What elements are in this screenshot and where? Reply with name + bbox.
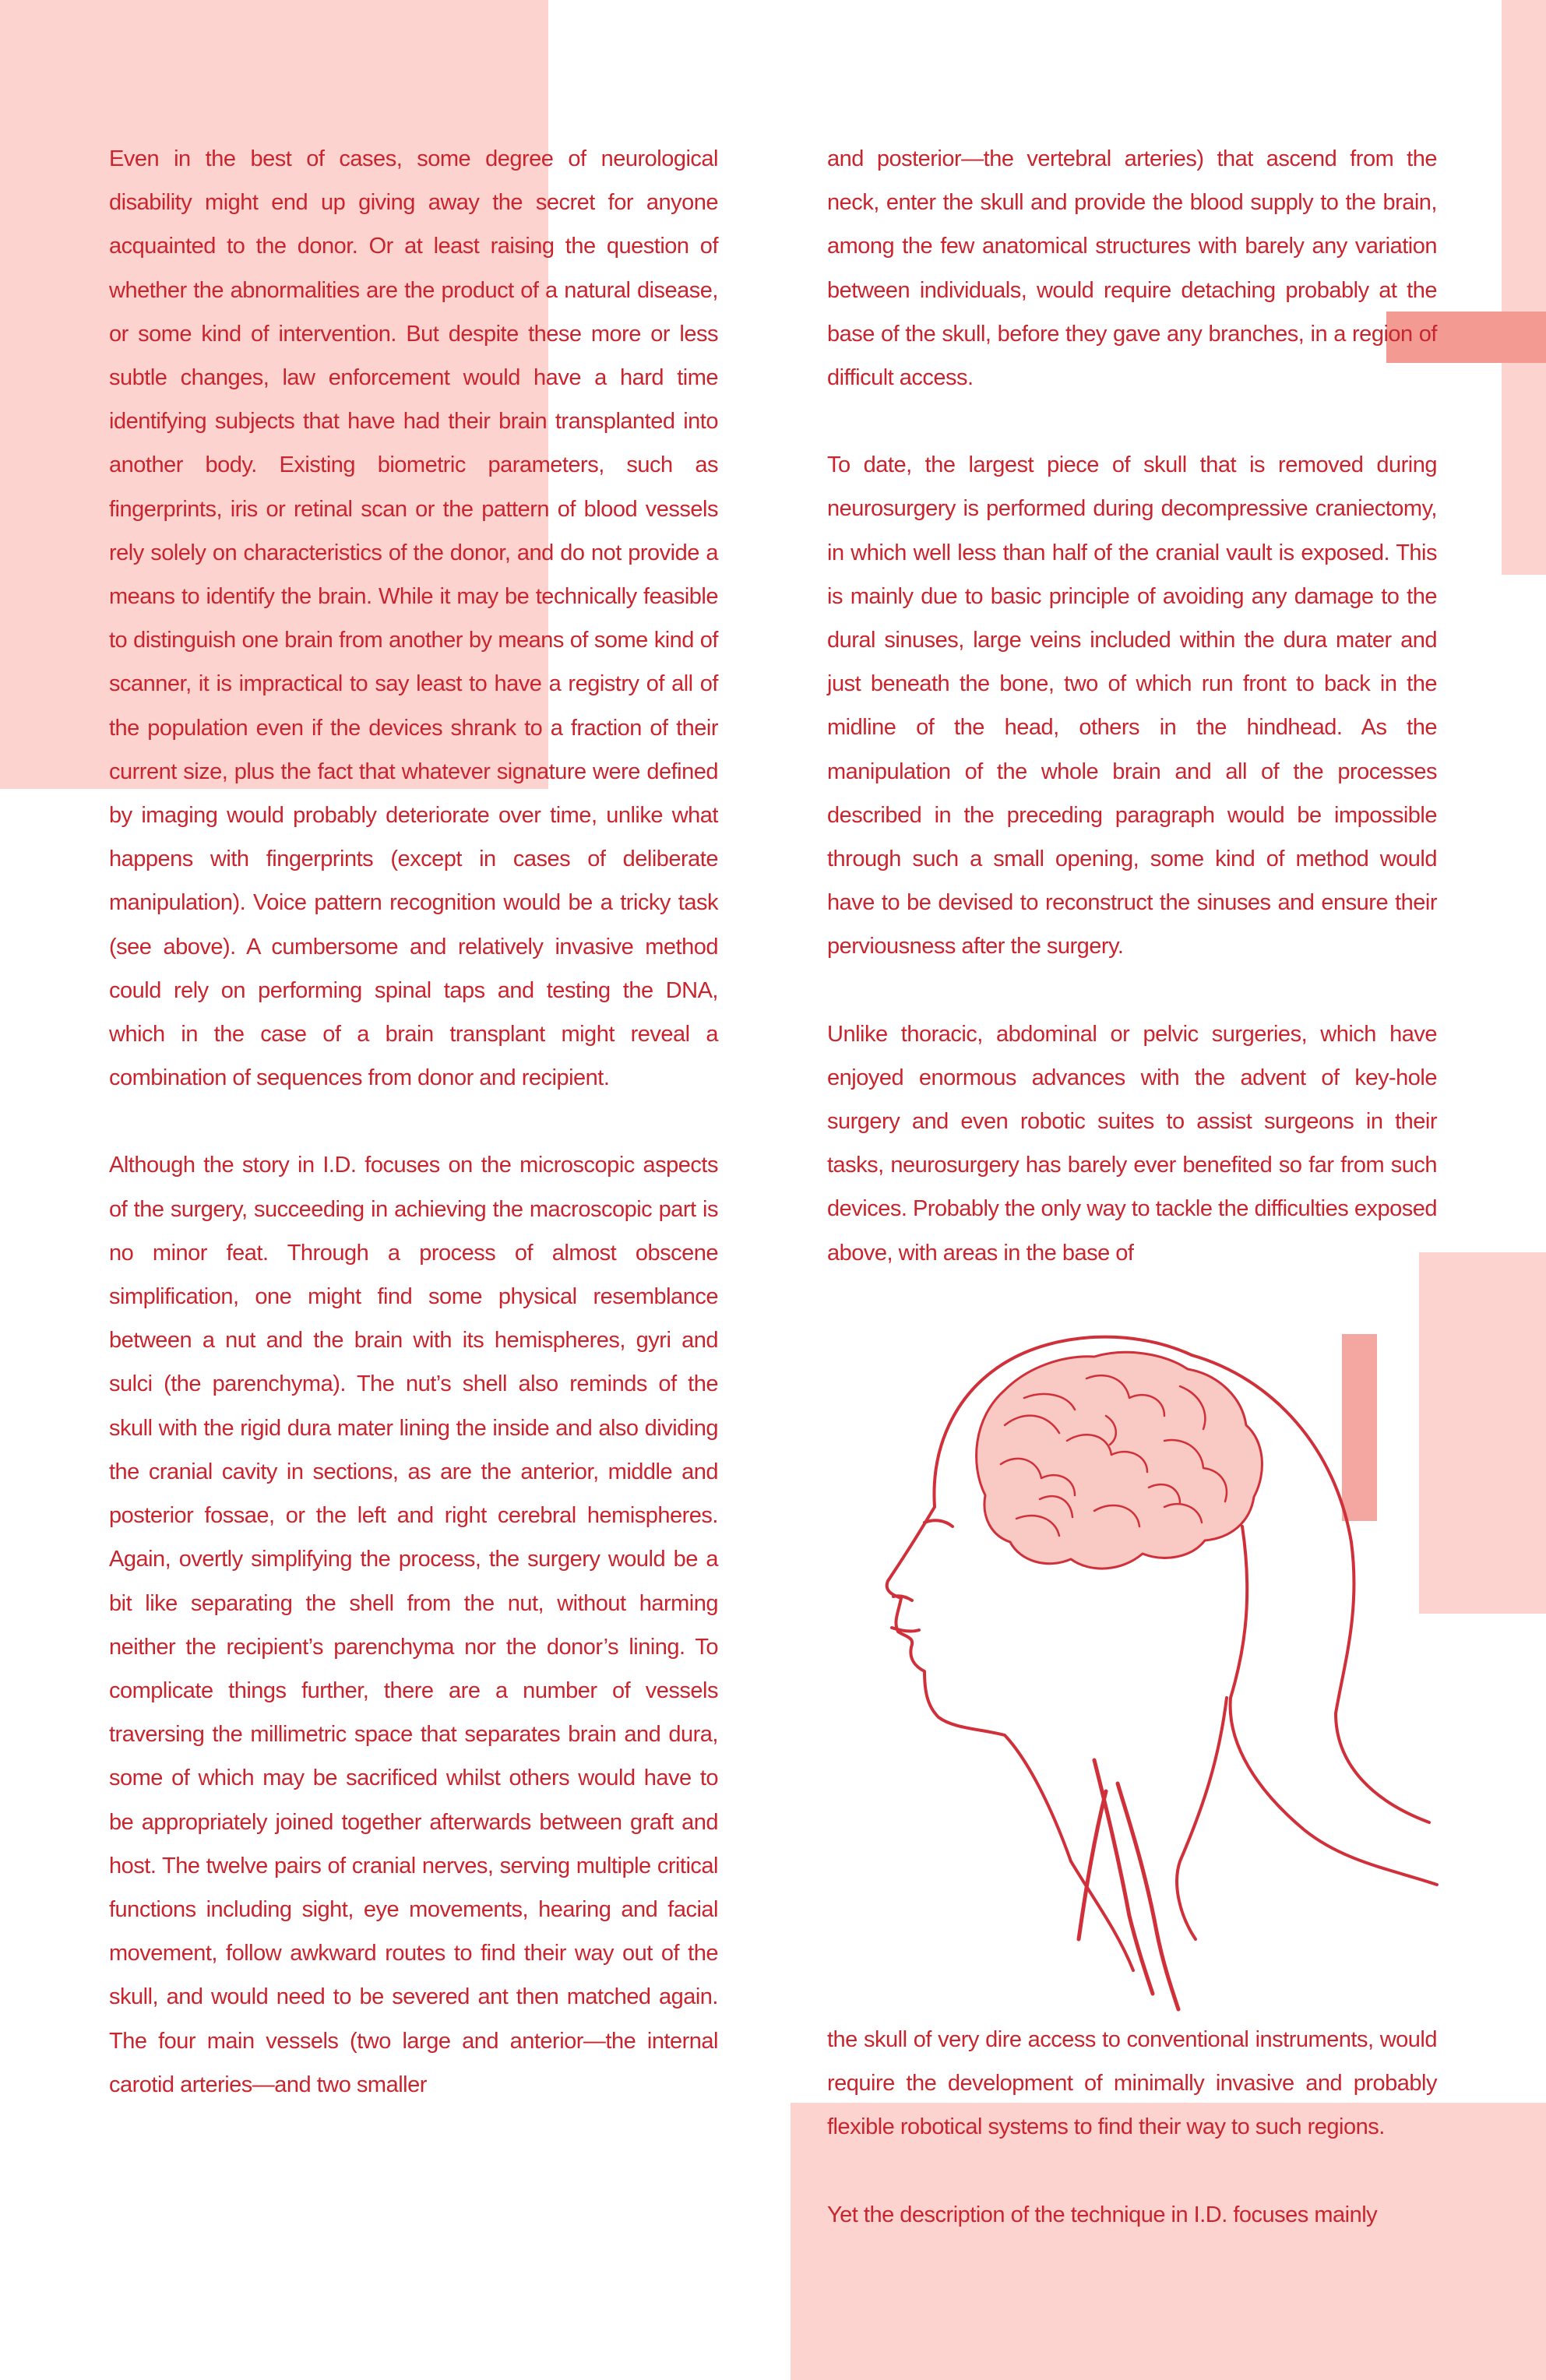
- head-profile-with-brain-illustration: [837, 1324, 1460, 2025]
- paragraph: Yet the description of the technique in I.D. focuses mainly: [827, 2202, 1378, 2227]
- paragraph: and posterior—the vertebral arteries) that ascend from the neck, enter the skull and provide the blood supply to the brain, among the few anatomical structures with barely any variation between individuals, would require detaching probably at the base of the skull, before they gave any branches, in a region of difficult access.: [827, 146, 1437, 391]
- brain-outline: [977, 1352, 1263, 1568]
- right-text-column-bottom: [827, 2018, 1437, 2237]
- paragraph: Even in the best of cases, some degree of neurological disability might end up giving away the secret for anyone acquainted to the donor. Or at least raising the question of whether the abnormalities are the product of a natural disease, or some kind of intervention. But despite these more or less subtle changes, law enforcement would have a hard time identifying subjects that have had their brain transplanted into another body. Existing biometric parameters, such as fingerprints, iris or retinal scan or the pattern of blood vessels rely solely on characteristics of the donor, and do not provide a means to identify the brain. While it may be technically feasible to distinguish one brain from another by means of some kind of scanner, it is impractical to say least to have a registry of all of the population even if the devices shrank to a fraction of their current size, plus the fact that whatever signature were defined by imaging would probably deteriorate over time, unlike what happens with fingerprints (except in cases of deliberate manipulation). Voice pattern recognition would be a tricky task (see above). A cumbersome and relatively invasive method could rely on performing spinal taps and testing the DNA, which in the case of a brain transplant might reveal a combination of sequences from donor and recipient.: [109, 146, 718, 1091]
- left-text-column: [109, 137, 718, 2107]
- neck-line: [1177, 1698, 1227, 1939]
- decorative-strip-top-right: [1502, 0, 1546, 575]
- right-text-column-top: [827, 137, 1437, 1275]
- paragraph: Although the story in I.D. focuses on the microscopic aspects of the surgery, succeeding in achieving the macroscopic part is no minor feat. Through a process of almost obscene simplification, one might find some physical resemblance between a nut and the brain with its hemispheres, gyri and sulci (the parenchyma). The nut’s shell also reminds of the skull with the rigid dura mater lining the inside and also dividing the cranial cavity in sections, as are the anterior, middle and posterior fossae, or the left and right cerebral hemispheres. Again, overtly simplifying the process, the surgery would be a bit like separating the shell from the nut, without harming neither the recipient’s parenchyma nor the donor’s lining. To complicate things further, there are a number of vessels traversing the millimetric space that separates brain and dura, some of which may be sacrificed whilst others would have to be appropriately joined together afterwards between graft and host. The twelve pairs of cranial nerves, serving multiple critical functions including sight, eye movements, hearing and facial movement, follow awkward routes to find their way out of the skull, and would need to be severed ant then matched again. The four main vessels (two large and anterior—the internal carotid arteries—and two smaller: [109, 1153, 718, 2097]
- paragraph: the skull of very dire access to conventional instruments, would require the development of minimally invasive and probably flexible robotical systems to find their way to such regions.: [827, 2027, 1437, 2140]
- paragraph: Unlike thoracic, abdominal or pelvic surgeries, which have enjoyed enormous advances with the advent of key-hole surgery and even robotic suites to assist surgeons in their tasks, neurosurgery has barely ever benefited so far from such devices. Probably the only way to tackle the difficulties exposed above, with areas in the base of: [827, 1021, 1437, 1266]
- paragraph: To date, the largest piece of skull that is removed during neurosurgery is performed during decompressive craniectomy, in which well less than half of the cranial vault is exposed. This is mainly due to basic principle of avoiding any damage to the dural sinuses, large veins included within the dura mater and just beneath the bone, two of which run front to back in the midline of the head, others in the hindhead. As the manipulation of the whole brain and all of the processes described in the preceding paragraph would be impossible through such a small opening, some kind of method would have to be devised to reconstruct the sinuses and ensure their perviousness after the surgery.: [827, 452, 1437, 959]
